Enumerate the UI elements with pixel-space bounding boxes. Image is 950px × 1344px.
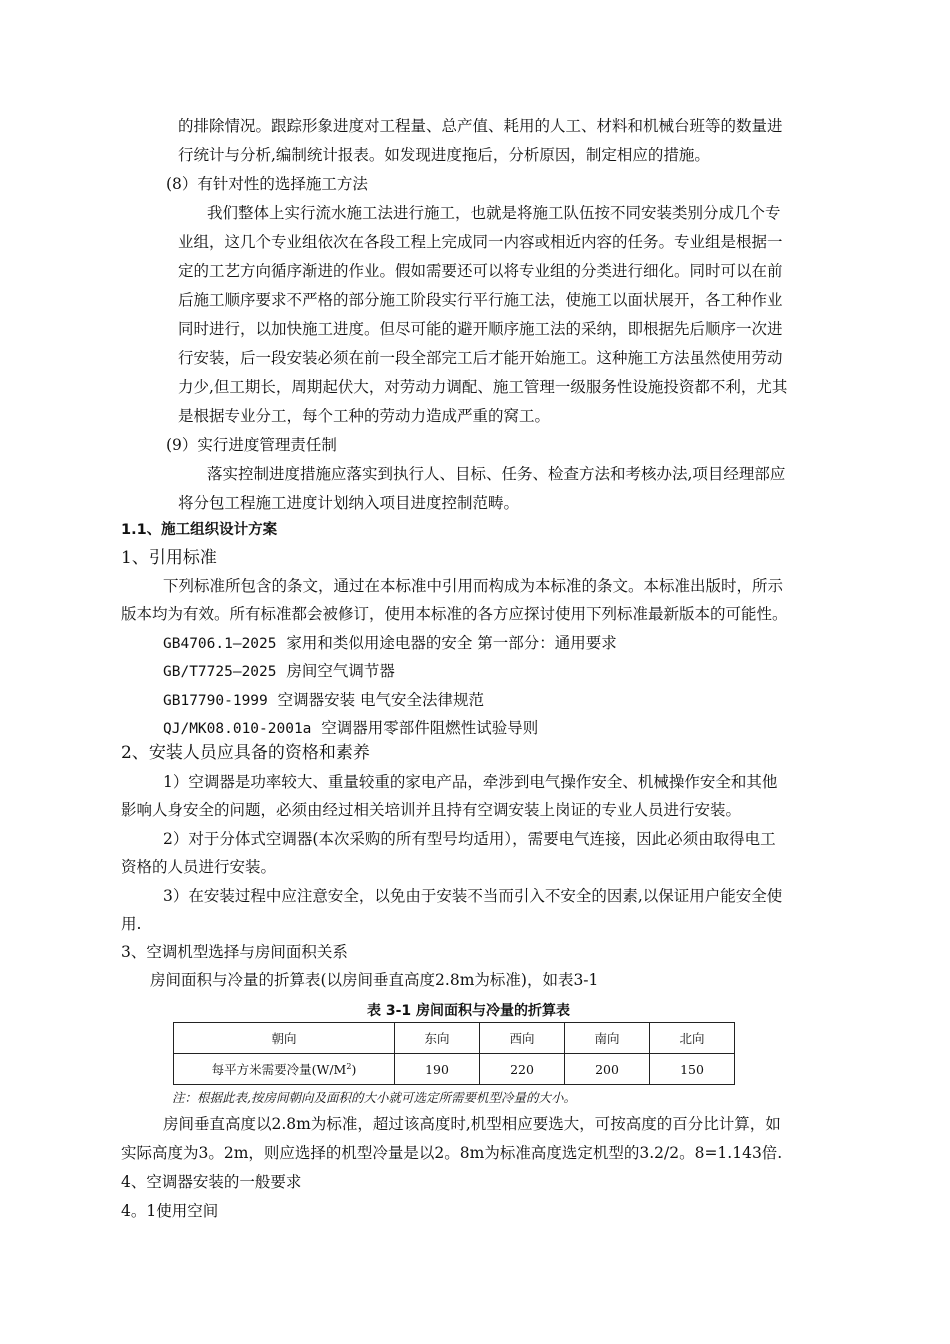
heading-reference-standards: 1、引用标准 <box>121 548 217 568</box>
paragraph-line: 定的工艺方向循序渐进的作业。假如需要还可以将专业组的分类进行细化。同时可以在前 <box>178 262 783 280</box>
paragraph-line: 我们整体上实行流水施工法进行施工，也就是将施工队伍按不同安装类别分成几个专 <box>207 204 781 222</box>
paragraph-line: 同时进行，以加快施工进度。但尽可能的避开顺序施工法的采纳，即根据先后顺序一次进 <box>178 320 783 338</box>
row-label-superscript: 2 <box>346 1061 352 1071</box>
heading-usage-space: 4。1使用空间 <box>121 1202 219 1220</box>
paragraph-line: 房间垂直高度以2.8m为标准，超过该高度时,机型相应要选大，可按高度的百分比计算，如 <box>163 1115 781 1133</box>
paragraph-line: 力少,但工期长，周期起伏大，对劳动力调配、施工管理一级服务性设施投资都不利，尤其 <box>178 378 788 396</box>
paragraph-line: 的排除情况。跟踪形象进度对工程量、总产值、耗用的人工、材料和机械台班等的数量进 <box>178 117 783 135</box>
table-header-row <box>174 1023 735 1054</box>
paragraph-line: 用. <box>121 915 142 933</box>
paragraph-line: 行统计与分析,编制统计报表。如发现进度拖后，分析原因，制定相应的措施。 <box>178 146 710 164</box>
standard-name: 家用和类似用途电器的安全 第一部分：通用要求 <box>286 634 617 652</box>
paragraph-line: 下列标准所包含的条文，通过在本标准中引用而构成为本标准的条文。本标准出版时，所示 <box>163 577 784 595</box>
heading-general-requirements: 4、空调器安装的一般要求 <box>121 1173 302 1191</box>
standard-name: 房间空气调节器 <box>286 662 395 680</box>
row-label-text: 每平方米需要冷量(W/M <box>211 1062 347 1077</box>
table-row <box>174 1054 735 1085</box>
table-header-cell: 朝向 <box>174 1023 395 1054</box>
paragraph-line: 2）对于分体式空调器(本次采购的所有型号均适用），需要电气连接，因此必须由取得电工 <box>163 830 776 848</box>
list-heading-8: (8）有针对性的选择施工方法 <box>166 175 368 193</box>
table-cell: 220 <box>480 1054 565 1085</box>
standard-item <box>163 661 395 682</box>
table-caption: 表 3-1 房间面积与冷量的折算表 <box>367 1003 571 1019</box>
standard-code: GB/T7725—2025 <box>163 664 277 680</box>
paragraph-line: 1）空调器是功率较大、重量较重的家电产品，牵涉到电气操作安全、机械操作安全和其他 <box>163 773 778 791</box>
standard-item <box>163 633 617 654</box>
table-header-cell: 南向 <box>565 1023 650 1054</box>
standard-code: QJ/MK08.010-2001a <box>163 721 312 737</box>
standard-name: 空调器用零部件阻燃性试验导则 <box>321 719 539 737</box>
paragraph-line: 将分包工程施工进度计划纳入项目进度控制范畴。 <box>178 494 520 512</box>
paragraph-line: 3）在安装过程中应注意安全，以免由于安装不当而引入不安全的因素,以保证用户能安全使 <box>163 887 783 905</box>
standard-name: 空调器安装 电气安全法律规范 <box>277 691 485 709</box>
standard-item <box>163 718 538 739</box>
table-cell: 190 <box>395 1054 480 1085</box>
heading-installer-qualification: 2、安装人员应具备的资格和素养 <box>121 743 370 763</box>
table-intro: 房间面积与冷量的折算表(以房间垂直高度2.8m为标准)，如表3-1 <box>150 971 599 989</box>
paragraph-line: 资格的人员进行安装。 <box>121 858 277 876</box>
table-cell: 150 <box>650 1054 735 1085</box>
paragraph-line: 实际高度为3。2m，则应选择的机型冷量是以2。8m为标准高度选定机型的3.2/2。8=1.143倍. <box>121 1144 783 1162</box>
paragraph-line: 业组，这几个专业组依次在各段工程上完成同一内容或相近内容的任务。专业组是根据一 <box>178 233 783 251</box>
cooling-capacity-table <box>173 1022 735 1085</box>
paragraph-line: 影响人身安全的问题，必须由经过相关培训并且持有空调安装上岗证的专业人员进行安装。 <box>121 801 742 819</box>
table-row-label <box>174 1054 395 1085</box>
paragraph-line: 是根据专业分工，每个工种的劳动力造成严重的窝工。 <box>178 407 551 425</box>
paragraph-line: 版本均为有效。所有标准都会被修订，使用本标准的各方应探讨使用下列标准最新版本的可能性。 <box>121 605 788 623</box>
paragraph-line: 行安装，后一段安装必须在前一段全部完工后才能开始施工。这种施工方法虽然使用劳动 <box>178 349 783 367</box>
standard-code: GB17790-1999 <box>163 693 268 709</box>
row-label-close: ) <box>351 1062 357 1077</box>
paragraph-line: 后施工顺序要求不严格的部分施工阶段实行平行施工法，使施工以面状展开，各工种作业 <box>178 291 783 309</box>
list-heading-9: (9）实行进度管理责任制 <box>166 436 337 454</box>
heading-model-selection: 3、空调机型选择与房间面积关系 <box>121 943 348 961</box>
standard-code: GB4706.1—2025 <box>163 636 277 652</box>
table-header-cell: 北向 <box>650 1023 735 1054</box>
section-title: 1.1、施工组织设计方案 <box>121 522 278 538</box>
table-header-cell: 西向 <box>480 1023 565 1054</box>
standard-item <box>163 690 484 711</box>
table-header-cell: 东向 <box>395 1023 480 1054</box>
table-note: 注：根据此表,按房间朝向及面积的大小就可选定所需要机型冷量的大小。 <box>172 1090 576 1105</box>
table-cell: 200 <box>565 1054 650 1085</box>
paragraph-line: 落实控制进度措施应落实到执行人、目标、任务、检查方法和考核办法,项目经理部应 <box>207 465 786 483</box>
